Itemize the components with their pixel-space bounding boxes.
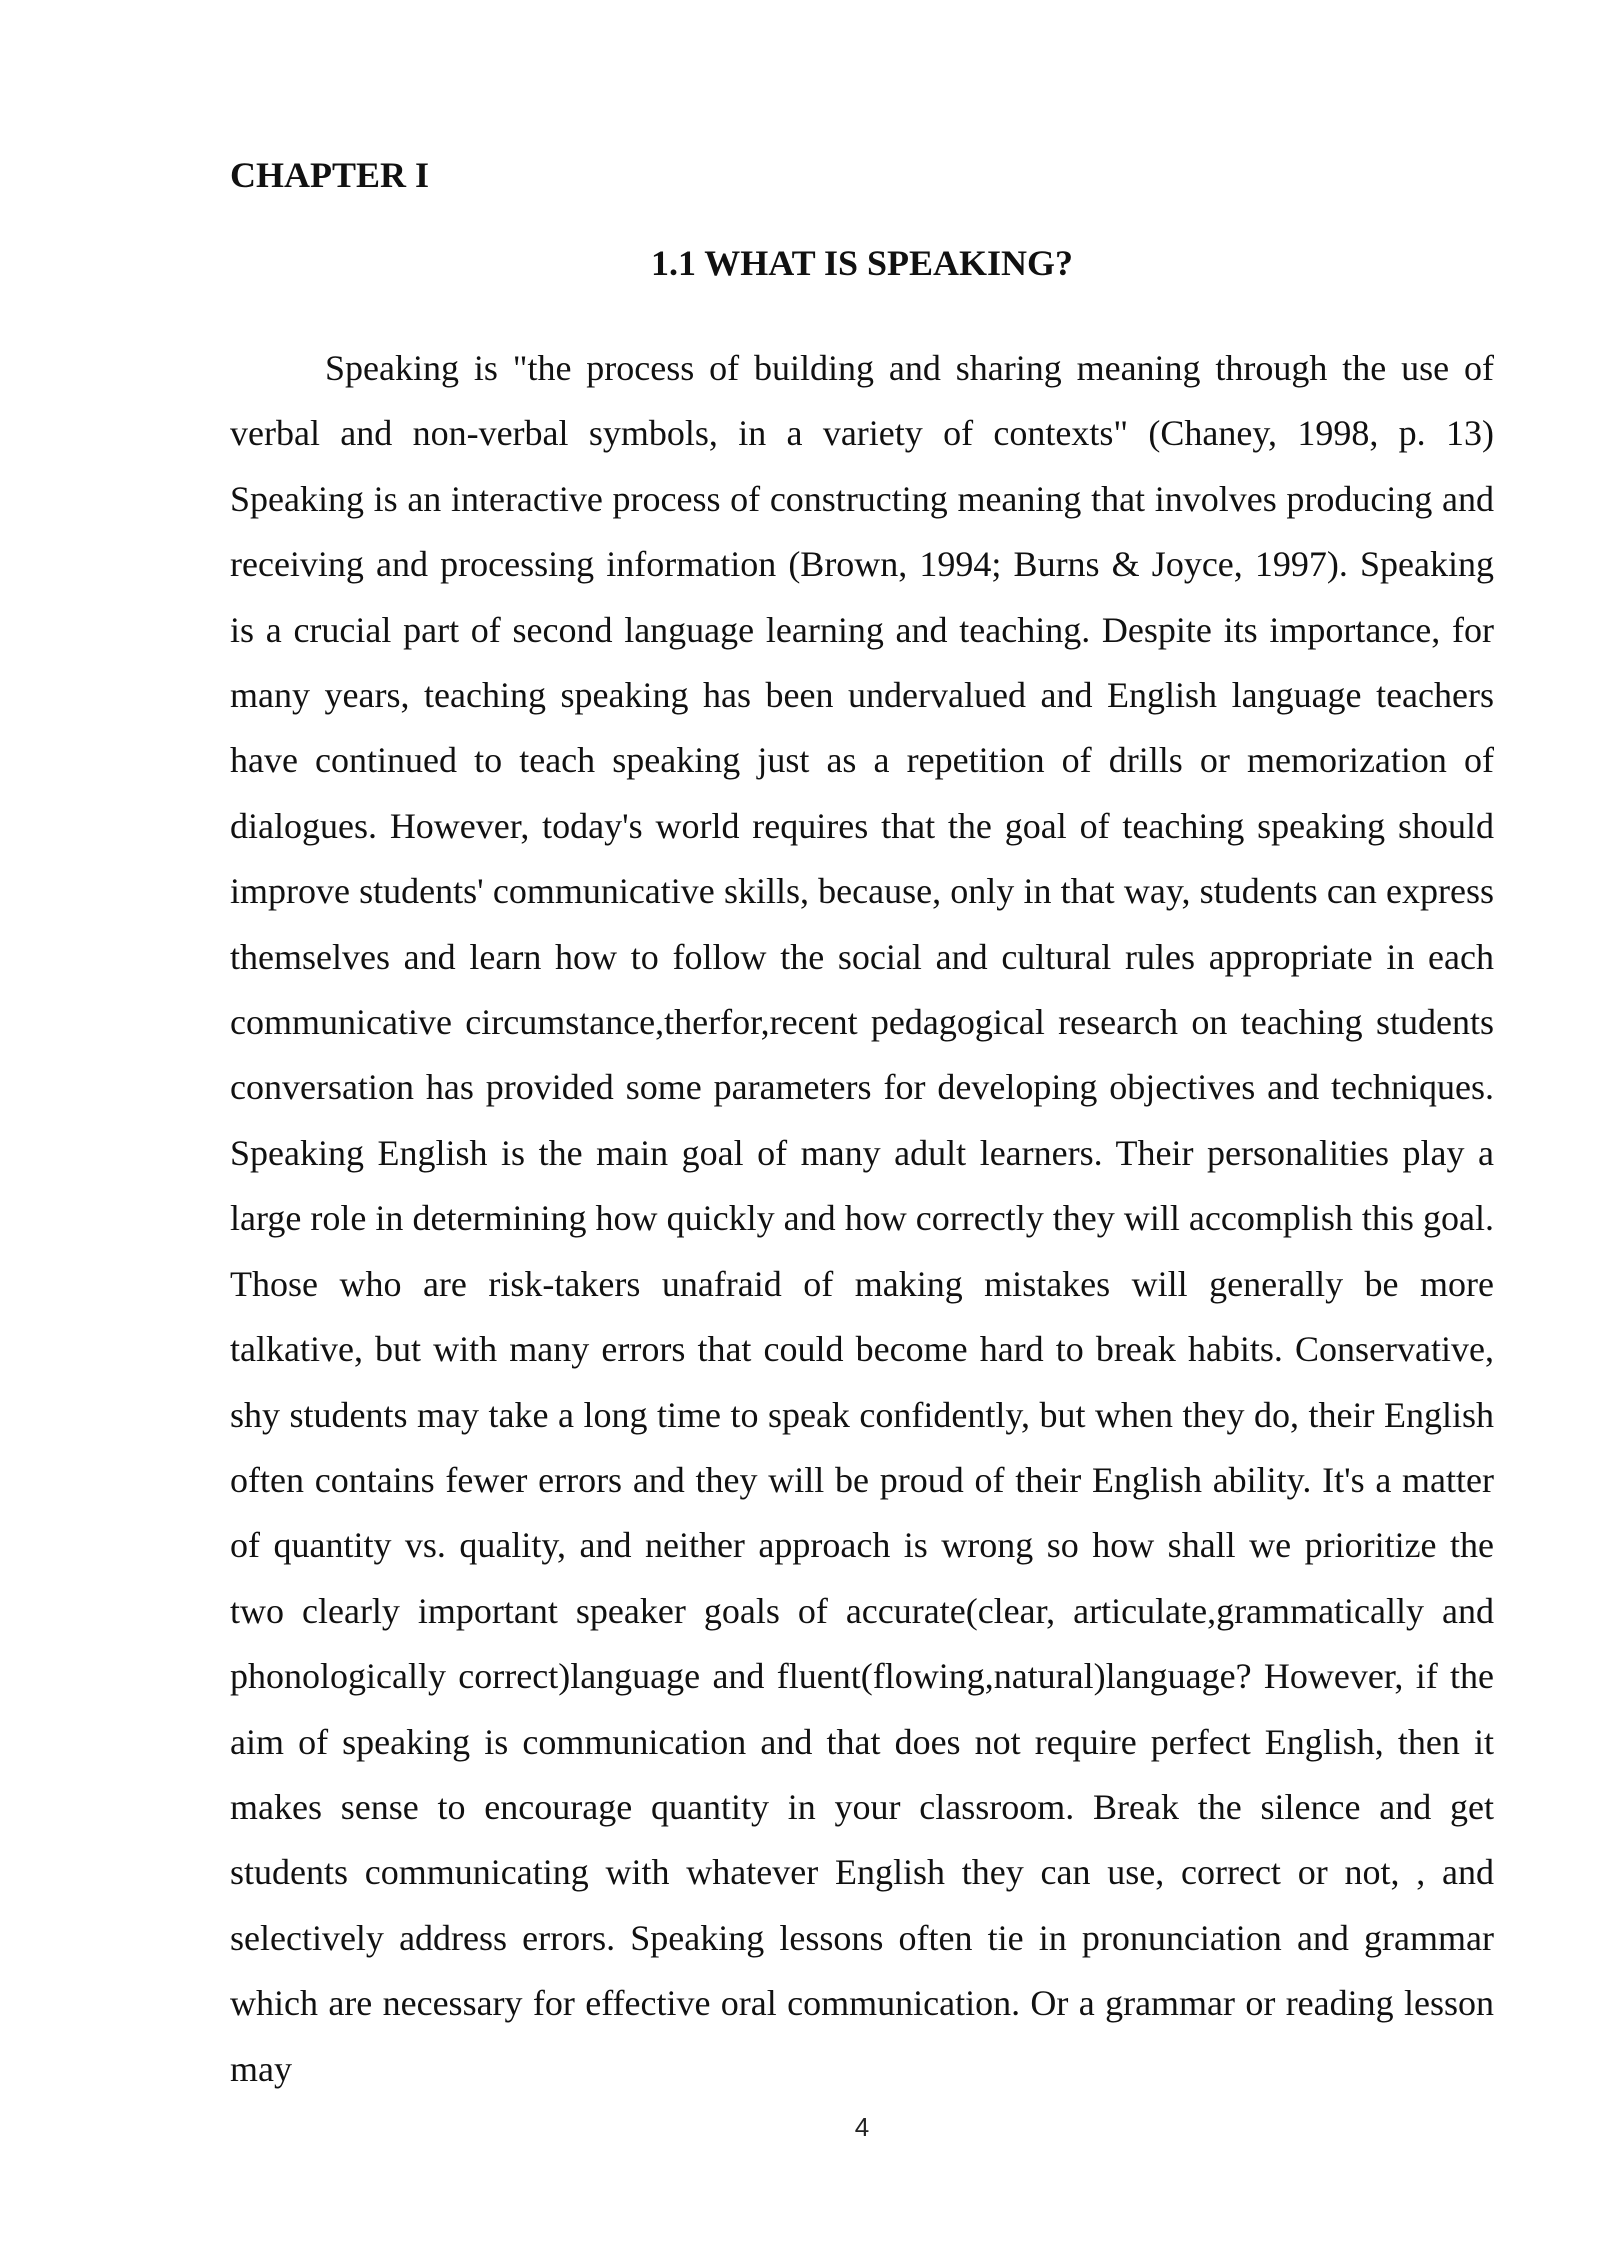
body-paragraph: Speaking is "the process of building and sharing meaning through the use of verbal and non-verbal symbols, in a variety of contexts" (Chaney, 1998, p. 13) Speaking is an interactive process of constructing meaning that involves producing and receiving and processing information (Brown, 1994; Burns & Joyce, 1997). Speaking is a crucial part of second language learning and teaching. Despite its importance, for many years, teaching speaking has been undervalued and English language teachers have continued to teach speaking just as a repetition of drills or memorization of dialogues. However, today's world requires that the goal of teaching speaking should improve students' communicative skills, because, only in that way, students can express themselves and learn how to follow the social and cultural rules appropriate in each communicative circumstance,therfor,recent pedagogical research on teaching students conversation has provided some parameters for developing objectives and techniques. Speaking English is the main goal of many adult learners. Their personalities play a large role in determining how quickly and how correctly they will accomplish this goal. Those who are risk-takers unafraid of making mistakes will generally be more talkative, but with many errors that could become hard to break habits. Conservative, shy students may take a long time to speak confidently, but when they do, their English often contains fewer errors and they will be proud of their English ability. It's a matter of quantity vs. quality, and neither approach is wrong so how shall we prioritize the two clearly important speaker goals of accurate(clear, articulate,grammatically and phonologically correct)language and fluent(flowing,natural)language? However, if the aim of speaking is communication and that does not require perfect English, then it makes sense to encourage quantity in your classroom. Break the silence and get students communicating with whatever English they can use, correct or not, , and selectively address errors. Speaking lessons often tie in pronunciation and grammar which are necessary for effective oral communication. Or a grammar or reading lesson may [230,348,1494,2089]
page-number: 4 [854,2112,870,2142]
chapter-heading: CHAPTER I [230,155,430,195]
section-heading: 1.1 WHAT IS SPEAKING? [650,243,1074,283]
